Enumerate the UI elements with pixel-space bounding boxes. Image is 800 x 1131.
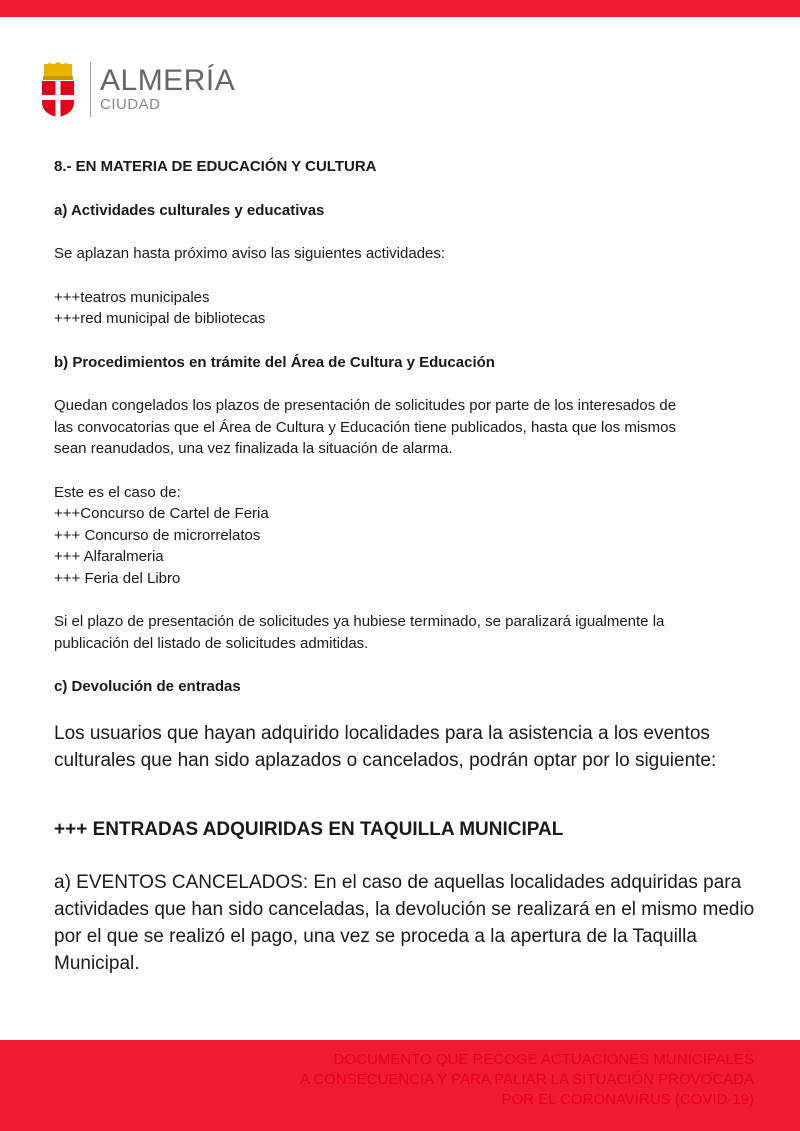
case-intro: Este es el caso de: bbox=[54, 483, 181, 501]
footer-text bbox=[234, 1050, 754, 1110]
paragraph-line: a) EVENTOS CANCELADOS: En el caso de aquellas localidades adquiridas para bbox=[54, 871, 742, 893]
paragraph-line: Si el plazo de presentación de solicitudes ya hubiese terminado, se paralizará igualmente la bbox=[54, 613, 665, 630]
footer-line: DOCUMENTO QUE RECOGE ACTUACIONES MUNICIPALES bbox=[333, 1051, 754, 1068]
top-red-bar bbox=[0, 0, 800, 17]
list-item: +++Concurso de Cartel de Feria bbox=[54, 505, 269, 522]
paragraph-line: las convocatorias que el Área de Cultura y Educación tiene publicados, hasta que los mismos bbox=[54, 418, 677, 436]
subsection-c-title: c) Devolución de entradas bbox=[54, 678, 241, 695]
document-body bbox=[54, 156, 774, 977]
list-item: +++teatros municipales bbox=[54, 288, 210, 306]
list-item: +++ Concurso de microrrelatos bbox=[54, 526, 261, 544]
section-title: 8.- EN MATERIA DE EDUCACIÓN Y CULTURA bbox=[54, 158, 377, 175]
paragraph-line: por el que se realizó el pago, una vez se proceda a la apertura de la Taquilla Municipal. bbox=[54, 925, 697, 974]
footer-line: A CONSECUENCIA Y PARA PALIAR LA SITUACIÓN PROVOCADA bbox=[299, 1071, 754, 1088]
paragraph-line: Quedan congelados los plazos de presentación de solicitudes por parte de los interesados de bbox=[54, 397, 677, 414]
coat-of-arms-icon bbox=[40, 62, 76, 118]
paragraph-line: actividades que han sido canceladas, la devolución se realizará en el mismo medio bbox=[54, 898, 755, 920]
paragraph-line: Los usuarios que hayan adquirido localidades para la asistencia a los eventos bbox=[54, 722, 710, 744]
list-item: +++red municipal de bibliotecas bbox=[54, 310, 266, 327]
logo-name: ALMERÍA bbox=[100, 64, 236, 97]
paragraph-line: culturales que han sido aplazados o cancelados, podrán optar por lo siguiente: bbox=[54, 749, 717, 771]
logo-divider bbox=[90, 62, 91, 117]
subsection-a-title: a) Actividades culturales y educativas bbox=[54, 201, 325, 219]
paragraph-line: sean reanudados, una vez finalizada la situación de alarma. bbox=[54, 440, 453, 457]
footer-line: POR EL CORONAVIRUS (COVID-19) bbox=[501, 1091, 754, 1108]
list-item: +++ Alfaralmeria bbox=[54, 548, 164, 565]
paragraph-line: publicación del listado de solicitudes admitidas. bbox=[54, 634, 369, 652]
subsection-a-intro: Se aplazan hasta próximo aviso las siguientes actividades: bbox=[54, 245, 446, 262]
taquilla-title: +++ ENTRADAS ADQUIRIDAS EN TAQUILLA MUNICIPAL bbox=[54, 818, 564, 840]
logo-subtitle: CIUDAD bbox=[100, 96, 161, 113]
list-item: +++ Feria del Libro bbox=[54, 569, 181, 587]
subsection-b-title: b) Procedimientos en trámite del Área de Cultura y Educación bbox=[54, 353, 495, 371]
